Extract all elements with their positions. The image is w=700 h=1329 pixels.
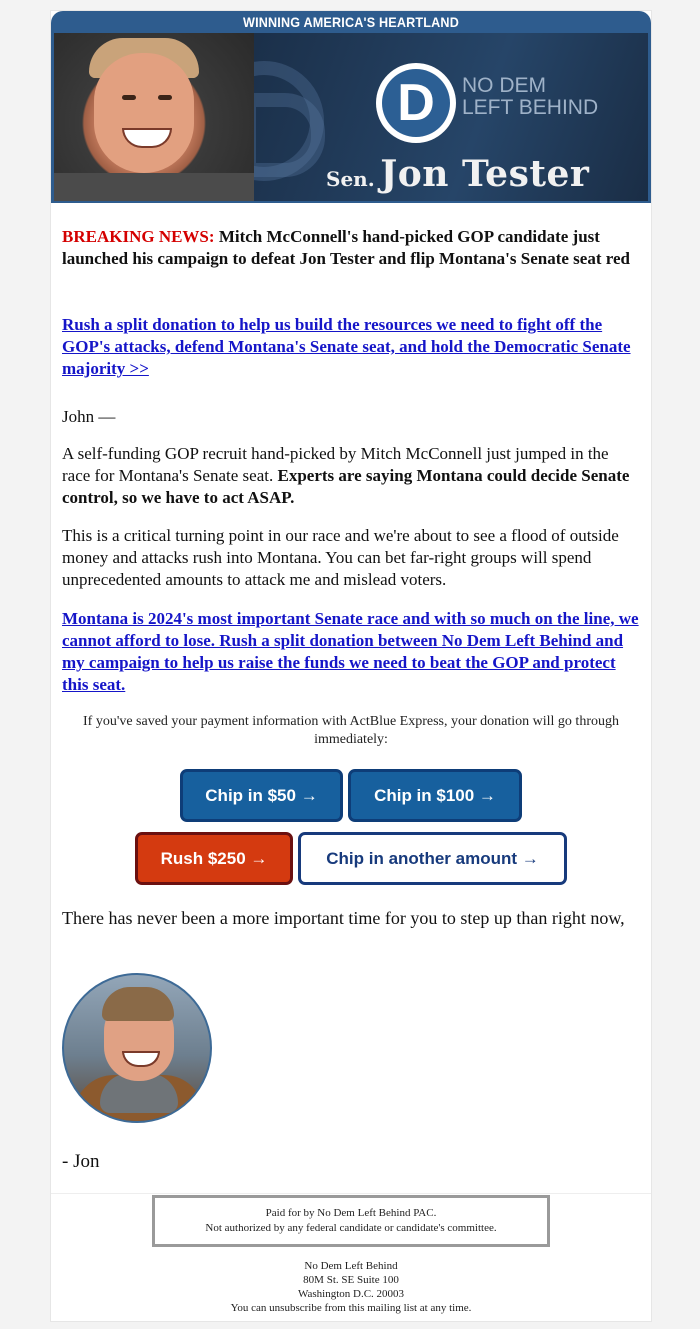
city-address: Washington D.C. 20003 bbox=[297, 1288, 405, 1300]
closing-paragraph: There has never been a more important time for you to step up than right now, bbox=[62, 908, 625, 928]
donate-link-paragraph-2 bbox=[62, 608, 640, 696]
chip-in-50-button[interactable]: Chip in $50 → bbox=[180, 769, 343, 822]
candidate-avatar bbox=[62, 973, 212, 1123]
header-tagline: WINNING AMERICA'S HEARTLAND bbox=[243, 14, 459, 30]
candidate-name: Jon Tester bbox=[380, 153, 590, 195]
not-authorized-text: Not authorized by any federal candidate or candidate's committee. bbox=[205, 1222, 497, 1234]
breaking-text: Mitch McConnell's hand-picked GOP candidate just launched his campaign to defeat Jon Tester and flip Montana's Senate seat red bbox=[62, 227, 630, 268]
brand-name-line1: NO DEM bbox=[462, 74, 546, 97]
sen-prefix: Sen. bbox=[326, 167, 375, 191]
rush-250-button[interactable]: Rush $250 → bbox=[135, 832, 293, 885]
chip-in-other-amount-button[interactable]: Chip in another amount → bbox=[298, 832, 567, 885]
disclaimer-box bbox=[152, 1195, 550, 1247]
candidate-title bbox=[326, 153, 641, 199]
logo-letter: D bbox=[397, 74, 435, 132]
header-banner bbox=[54, 33, 648, 201]
org-name: No Dem Left Behind bbox=[304, 1260, 398, 1272]
street-address: 80M St. SE Suite 100 bbox=[303, 1274, 399, 1286]
paragraph-1 bbox=[62, 443, 640, 509]
donate-link-paragraph bbox=[62, 314, 640, 380]
mailing-address bbox=[51, 1259, 651, 1315]
brand-name-line2: LEFT BEHIND bbox=[462, 96, 599, 119]
email-header bbox=[51, 11, 651, 203]
brand-name bbox=[462, 75, 648, 119]
actblue-note: If you've saved your payment information with ActBlue Express, your donation will go through immediately: bbox=[83, 714, 619, 747]
email-container bbox=[50, 10, 652, 1322]
unsubscribe-text: You can unsubscribe from this mailing list at any time. bbox=[230, 1302, 472, 1314]
breaking-news bbox=[62, 226, 640, 270]
candidate-photo bbox=[54, 33, 254, 201]
paragraph-1-bold: Experts are saying Montana could decide Senate control, so we have to act ASAP. bbox=[62, 466, 630, 507]
footer-divider bbox=[51, 1193, 651, 1194]
signature: - Jon bbox=[62, 1151, 100, 1172]
paragraph-2: This is a critical turning point in our race and we're about to see a flood of outside money and attacks rush into Montana. You can bet far-right groups will spend unprecedented amounts to attack me and mislead voters. bbox=[62, 526, 619, 589]
brand-logo-icon bbox=[376, 63, 456, 143]
greeting: John — bbox=[62, 407, 116, 426]
donate-link-secondary[interactable]: Montana is 2024's most important Senate race and with so much on the line, we cannot afford to lose. Rush a split donation between No Dem Left Behind and my campaign to help us raise the funds we need to beat the GOP and protect this seat. bbox=[62, 609, 639, 694]
chip-in-100-button[interactable]: Chip in $100 → bbox=[348, 769, 522, 822]
breaking-label: BREAKING NEWS: bbox=[62, 227, 215, 246]
paid-for-text: Paid for by No Dem Left Behind PAC. bbox=[265, 1207, 437, 1219]
donate-link-primary[interactable]: Rush a split donation to help us build the resources we need to fight off the GOP's attacks, defend Montana's Senate seat, and hold the Democratic Senate majority >> bbox=[62, 315, 631, 378]
paragraph-1-text: A self-funding GOP recruit hand-picked by Mitch McConnell just jumped in the race for Montana's Senate seat. bbox=[62, 444, 609, 485]
